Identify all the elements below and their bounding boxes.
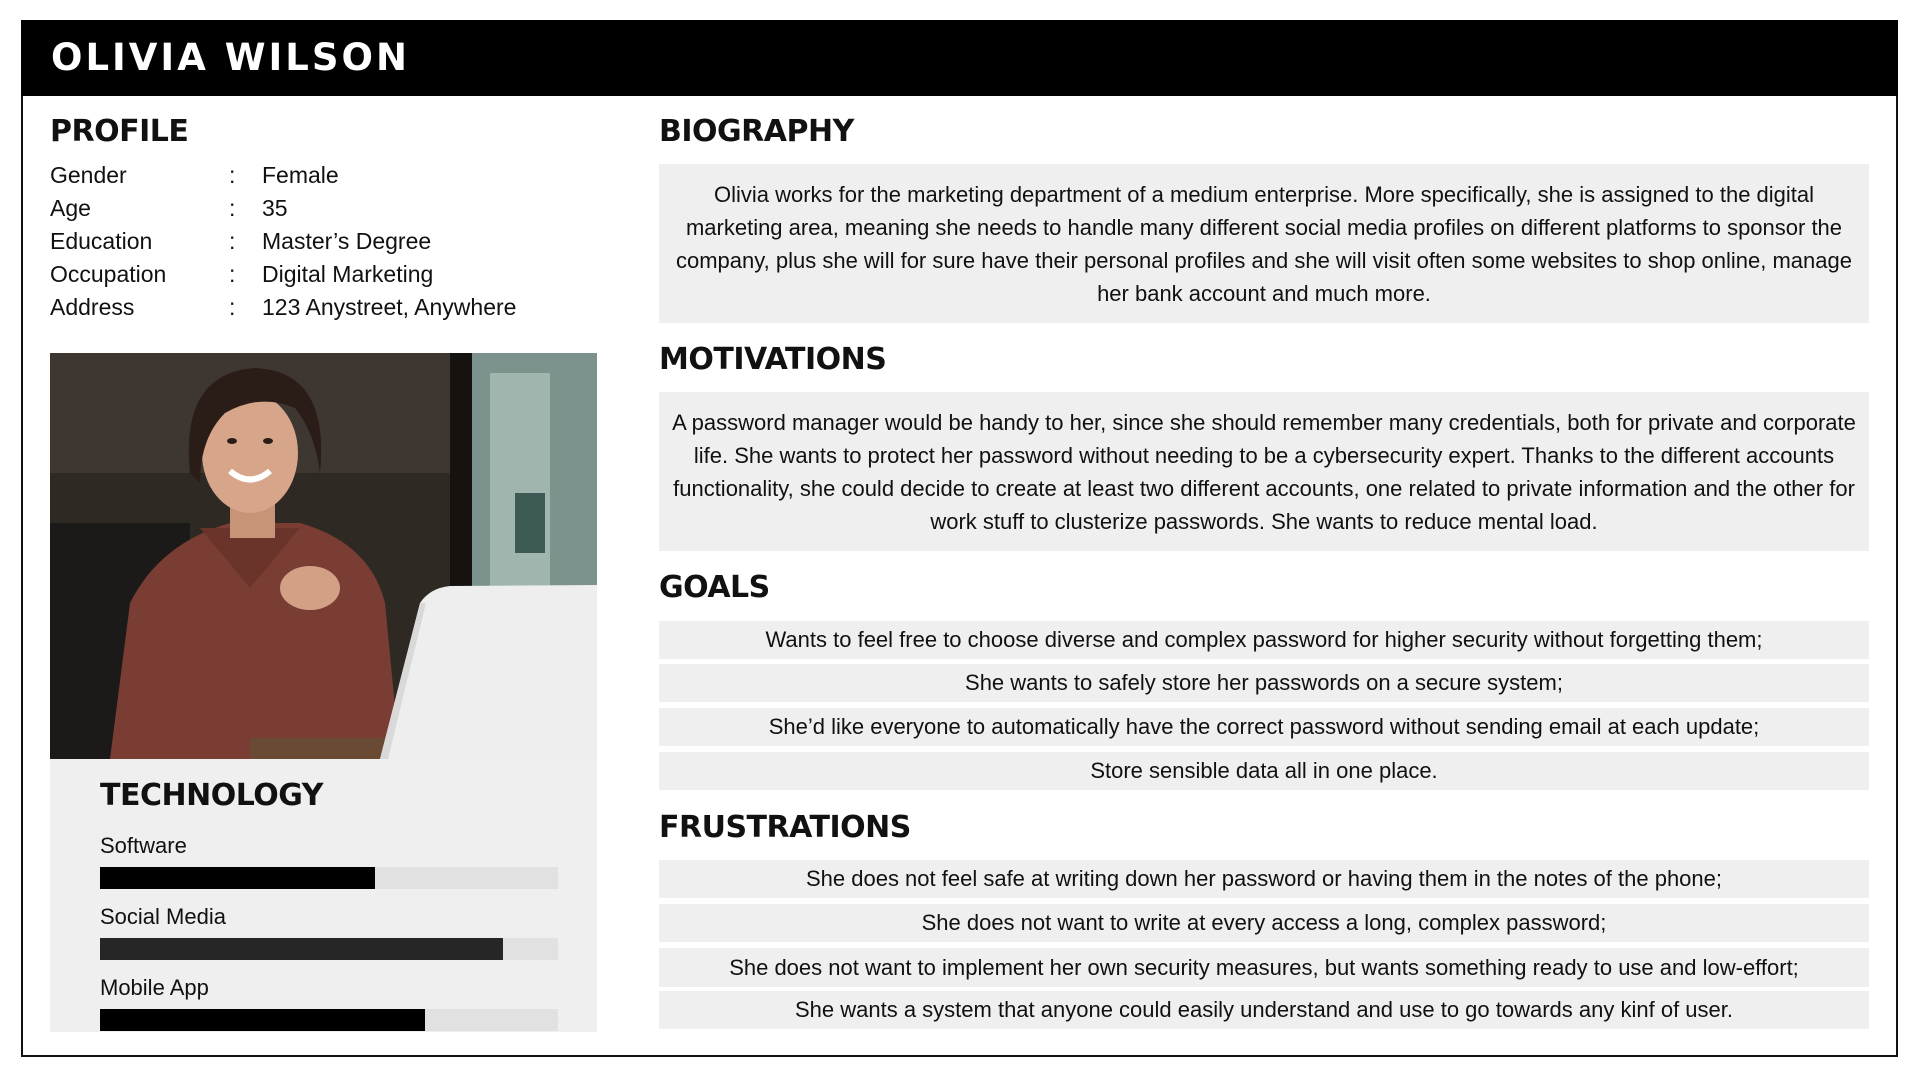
profile-value: 123 Anystreet, Anywhere (262, 294, 517, 320)
goal-item: Wants to feel free to choose diverse and complex password for higher security without forgetting them; (659, 621, 1869, 659)
goal-item: She wants to safely store her passwords on a secure system; (659, 664, 1869, 702)
tech-bar-mobile-app (100, 1009, 558, 1031)
technology-heading: TECHNOLOGY (100, 778, 323, 813)
motivations-text (659, 392, 1869, 551)
profile-separator: : (229, 228, 236, 254)
persona-header (21, 20, 1898, 96)
persona-name: OLIVIA WILSON (51, 36, 410, 79)
tech-label-mobile-app: Mobile App (100, 975, 209, 1000)
motivations-heading: MOTIVATIONS (659, 342, 887, 377)
biography-text (659, 164, 1869, 323)
profile-value: 35 (262, 195, 288, 221)
persona-photo (50, 353, 597, 759)
tech-bar-fill (100, 938, 503, 960)
frustration-item: She does not feel safe at writing down her password or having them in the notes of the phone; (659, 860, 1869, 898)
profile-label: Education (50, 228, 153, 254)
goal-item: She’d like everyone to automatically have the correct password without sending email at each update; (659, 708, 1869, 746)
motivations-paragraph: A password manager would be handy to her, since she should remember many credentials, both for private and corporate life. She wants to protect her password without needing to be a cybersecurity expert. Thanks to the different accounts functionality, she could decide to create at least two different accounts, one related to private information and the other for work stuff to clusterize passwords. She wants to reduce mental load. (672, 409, 1856, 534)
biography-heading: BIOGRAPHY (659, 114, 854, 149)
frustration-item: She does not want to write at every access a long, complex password; (659, 904, 1869, 942)
profile-label: Address (50, 294, 135, 320)
profile-label: Occupation (50, 261, 167, 287)
profile-separator: : (229, 261, 236, 287)
biography-paragraph: Olivia works for the marketing department of a medium enterprise. More specifically, she is assigned to the digital marketing area, meaning she needs to handle many different social media profiles on different platforms to sponsor the company, plus she will for sure have their personal profiles and she will visit often some websites to shop online, manage her bank account and much more. (676, 181, 1852, 306)
frustrations-heading: FRUSTRATIONS (659, 810, 911, 845)
tech-bar-fill (100, 1009, 425, 1031)
profile-value: Master’s Degree (262, 228, 432, 254)
profile-label: Age (50, 195, 91, 221)
profile-separator: : (229, 294, 236, 320)
profile-separator: : (229, 162, 236, 188)
tech-bar-social-media (100, 938, 558, 960)
tech-bar-software (100, 867, 558, 889)
technology-panel (50, 759, 597, 1032)
profile-label: Gender (50, 162, 127, 188)
frustration-item: She does not want to implement her own security measures, but wants something ready to use and low-effort; (659, 948, 1869, 987)
profile-value: Female (262, 162, 339, 188)
frustration-item: She wants a system that anyone could easily understand and use to go towards any kinf of user. (659, 991, 1869, 1029)
profile-heading: PROFILE (50, 114, 189, 149)
goals-heading: GOALS (659, 570, 770, 605)
profile-separator: : (229, 195, 236, 221)
tech-label-software: Software (100, 833, 187, 858)
profile-value: Digital Marketing (262, 261, 434, 287)
tech-label-social-media: Social Media (100, 904, 226, 929)
tech-bar-fill (100, 867, 375, 889)
goal-item: Store sensible data all in one place. (659, 752, 1869, 790)
